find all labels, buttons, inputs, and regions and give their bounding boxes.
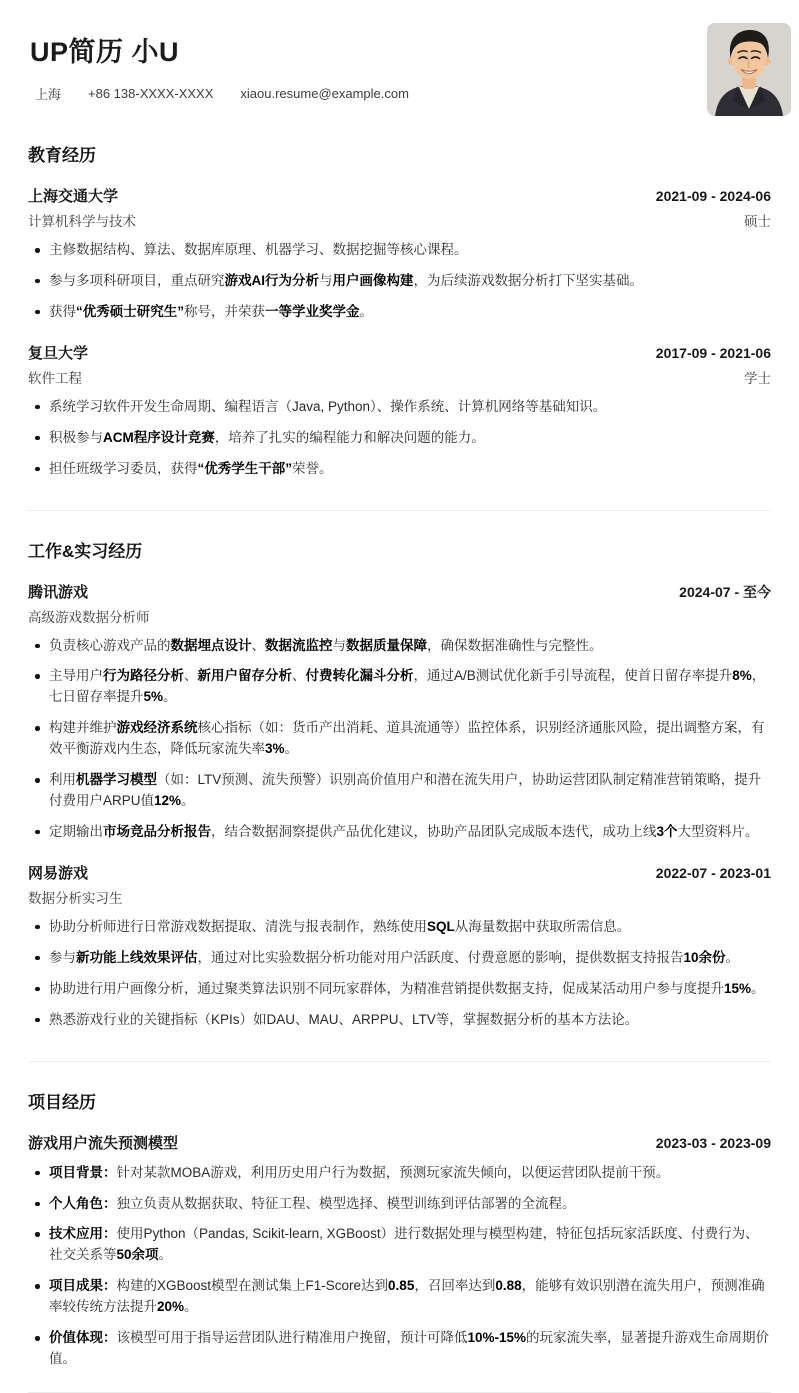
degree-name: 硕士 [744,214,771,229]
section-projects [28,1061,771,1370]
education-entry-sjtu [28,185,771,323]
entry-head [28,342,771,363]
bullet-item: 协助分析师进行日常游戏数据提取、清洗与报表制作，熟练使用SQL从海量数据中获取所需信息。 [28,917,771,938]
entry-date: 2024-07 - 至今 [679,583,771,600]
bullet-item: 协助进行用户画像分析，通过聚类算法识别不同玩家群体，为精准营销提供数据支持，促成某活动用户参与度提升15%。 [28,979,771,1000]
entry-date: 2017-09 - 2021-06 [655,344,771,361]
company-name: 腾讯游戏 [28,583,89,601]
contact-email: xiaou.resume@example.com [240,86,409,101]
role-name: 高级游戏数据分析师 [28,609,150,625]
bullet-list [28,917,771,1031]
portrait-illustration [707,23,791,116]
entry-date: 2022-07 - 2023-01 [655,864,771,881]
entry-date: 2021-09 - 2024-06 [655,188,771,204]
bullet-item: 获得“优秀硕士研究生”称号，并荣获一等学业奖学金。 [28,302,771,323]
school-name: 复旦大学 [28,344,89,362]
section-title-education: 教育经历 [28,146,96,165]
bullet-item: 系统学习软件开发生命周期、编程语言（Java, Python）、操作系统、计算机网络等基础知识。 [28,397,771,418]
project-entry-churn-model [28,1132,771,1370]
bullet-item: 技术应用：使用Python（Pandas, Scikit-learn, XGBoost）进行数据处理与模型构建，特征包括玩家活跃度、付费行为、社交关系等50余项。 [28,1224,771,1266]
section-work [28,510,771,1031]
bullet-item: 项目背景：针对某款MOBA游戏，利用历史用户行为数据，预测玩家流失倾向，以便运营团队提前干预。 [28,1163,771,1184]
page-title: UP简历 小U [30,37,180,67]
section-title-work: 工作&实习经历 [28,541,143,561]
bullet-item: 项目成果：构建的XGBoost模型在测试集上F1-Score达到0.85，召回率达到0.88，能够有效识别潜在流失用户，预测准确率较传统方法提升20%。 [28,1276,771,1318]
profile-photo [707,23,791,116]
bullet-list [28,1163,771,1370]
role-name: 数据分析实习生 [28,890,123,906]
bullet-list [28,397,771,480]
bullet-item: 担任班级学习委员，获得“优秀学生干部”荣誉。 [28,459,771,480]
major-name: 计算机科学与技术 [28,214,136,229]
entry-date: 2023-03 - 2023-09 [655,1134,771,1151]
bullet-item: 熟悉游戏行业的关键指标（KPIs）如DAU、MAU、ARPPU、LTV等，掌握数据分析的基本方法论。 [28,1010,771,1031]
bullet-item: 主修数据结构、算法、数据库原理、机器学习、数据挖掘等核心课程。 [28,240,771,261]
header [28,30,771,103]
school-name: 上海交通大学 [28,188,119,205]
company-name: 网易游戏 [28,864,89,882]
bullet-item: 积极参与ACM程序设计竞赛，培养了扎实的编程能力和解决问题的能力。 [28,428,771,449]
contact-location: 上海 [35,87,62,102]
entry-head [28,862,771,883]
entry-subhead [28,367,771,387]
entry-subhead [28,210,771,230]
bullet-item: 参与新功能上线效果评估，通过对比实验数据分析功能对用户活跃度、付费意愿的影响，提供数据支持报告10余份。 [28,948,771,969]
work-entry-netease [28,862,771,1031]
bullet-item: 参与多项科研项目，重点研究游戏AI行为分析与用户画像构建，为后续游戏数据分析打下坚实基础。 [28,271,771,292]
bullet-item: 负责核心游戏产品的数据埋点设计、数据流监控与数据质量保障，确保数据准确性与完整性。 [28,636,771,657]
entry-subhead [28,606,771,626]
section-title-projects: 项目经历 [28,1092,96,1112]
bullet-item: 构建并维护游戏经济系统核心指标（如：货币产出消耗、道具流通等）监控体系，识别经济通胀风险，提出调整方案，有效平衡游戏内生态，降低玩家流失率3%。 [28,718,771,760]
bullet-item: 价值体现：该模型可用于指导运营团队进行精准用户挽留，预计可降低10%-15%的玩家流失率，显著提升游戏生命周期价值。 [28,1328,771,1370]
bullet-item: 利用机器学习模型（如：LTV预测、流失预警）识别高价值用户和潜在流失用户，协助运营团队制定精准营销策略，提升付费用户ARPU值12%。 [28,770,771,812]
bullet-list [28,636,771,843]
section-education [28,141,771,480]
degree-name: 学士 [744,370,771,386]
bullet-list [28,240,771,323]
education-entry-fudan [28,342,771,480]
project-name: 游戏用户流失预测模型 [28,1134,179,1152]
bullet-item: 主导用户行为路径分析、新用户留存分析、付费转化漏斗分析，通过A/B测试优化新手引导流程，使首日留存率提升8%，七日留存率提升5%。 [28,666,771,708]
entry-head [28,581,771,602]
contact-row [35,84,771,103]
bullet-item: 定期输出市场竞品分析报告，结合数据洞察提供产品优化建议，协助产品团队完成版本迭代，成功上线3个大型资料片。 [28,822,771,843]
entry-head [28,1132,771,1153]
bullet-item: 个人角色：独立负责从数据获取、特征工程、模型选择、模型训练到评估部署的全流程。 [28,1194,771,1215]
entry-head [28,185,771,206]
entry-subhead [28,887,771,907]
major-name: 软件工程 [28,370,82,386]
work-entry-tencent [28,581,771,843]
contact-phone: +86 138-XXXX-XXXX [88,86,214,101]
